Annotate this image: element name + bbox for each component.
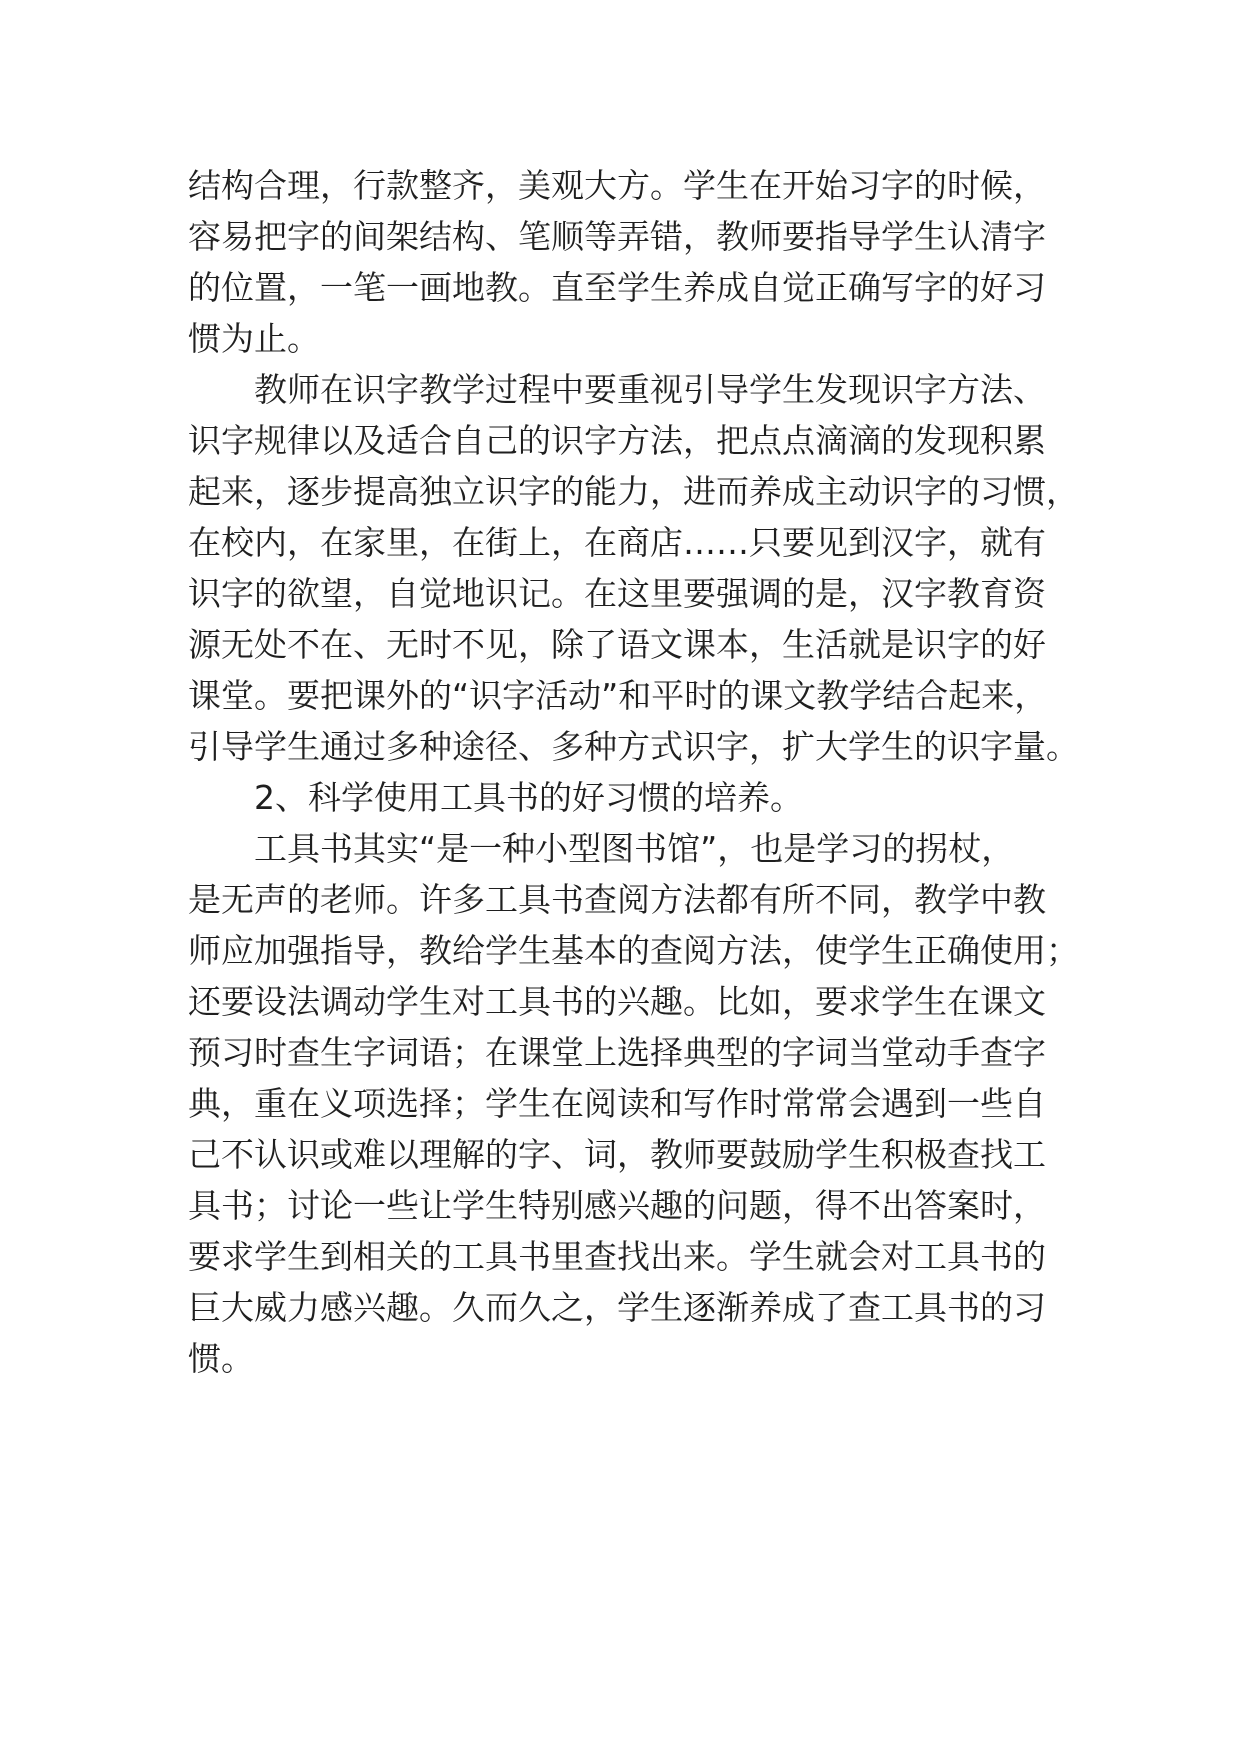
text-line: 源无处不在、无时不见，除了语文课本，生活就是识字的好 bbox=[188, 625, 1046, 664]
text-line: 具书；讨论一些让学生特别感兴趣的问题，得不出答案时， bbox=[188, 1186, 1046, 1225]
text-line: 工具书其实“是一种小型图书馆”，也是学习的拐杖， bbox=[188, 829, 1015, 868]
text-line: 的位置，一笔一画地教。直至学生养成自觉正确写字的好习 bbox=[188, 268, 1046, 307]
text-line: 巨大威力感兴趣。久而久之，学生逐渐养成了查工具书的习 bbox=[188, 1288, 1046, 1327]
text-line: 在校内，在家里，在街上，在商店……只要见到汉字，就有 bbox=[188, 523, 1046, 562]
text-line: 容易把字的间架结构、笔顺等弄错，教师要指导学生认清字 bbox=[188, 217, 1046, 256]
text-line: 是无声的老师。许多工具书查阅方法都有所不同，教学中教 bbox=[188, 880, 1046, 919]
text-line: 惯。 bbox=[188, 1339, 254, 1378]
text-line: 还要设法调动学生对工具书的兴趣。比如，要求学生在课文 bbox=[188, 982, 1046, 1021]
text-line: 师应加强指导，教给学生基本的查阅方法，使学生正确使用； bbox=[188, 931, 1079, 970]
text-line: 教师在识字教学过程中要重视引导学生发现识字方法、 bbox=[188, 370, 1046, 409]
text-line: 惯为止。 bbox=[188, 319, 320, 358]
section-heading: 2、科学使用工具书的好习惯的培养。 bbox=[188, 778, 803, 817]
text-line: 己不认识或难以理解的字、词，教师要鼓励学生积极查找工 bbox=[188, 1135, 1046, 1174]
text-line: 典，重在义项选择；学生在阅读和写作时常常会遇到一些自 bbox=[188, 1084, 1046, 1123]
text-line: 引导学生通过多种途径、多种方式识字，扩大学生的识字量。 bbox=[188, 727, 1079, 766]
text-line: 识字规律以及适合自己的识字方法，把点点滴滴的发现积累 bbox=[188, 421, 1046, 460]
text-line: 预习时查生字词语；在课堂上选择典型的字词当堂动手查字 bbox=[188, 1033, 1046, 1072]
text-line: 课堂。要把课外的“识字活动”和平时的课文教学结合起来， bbox=[188, 676, 1048, 715]
text-line: 结构合理，行款整齐，美观大方。学生在开始习字的时候， bbox=[188, 166, 1046, 205]
body-text bbox=[188, 160, 1079, 1384]
text-line: 起来，逐步提高独立识字的能力，进而养成主动识字的习惯， bbox=[188, 472, 1079, 511]
text-line: 识字的欲望，自觉地识记。在这里要强调的是，汉字教育资 bbox=[188, 574, 1046, 613]
text-line: 要求学生到相关的工具书里查找出来。学生就会对工具书的 bbox=[188, 1237, 1046, 1276]
